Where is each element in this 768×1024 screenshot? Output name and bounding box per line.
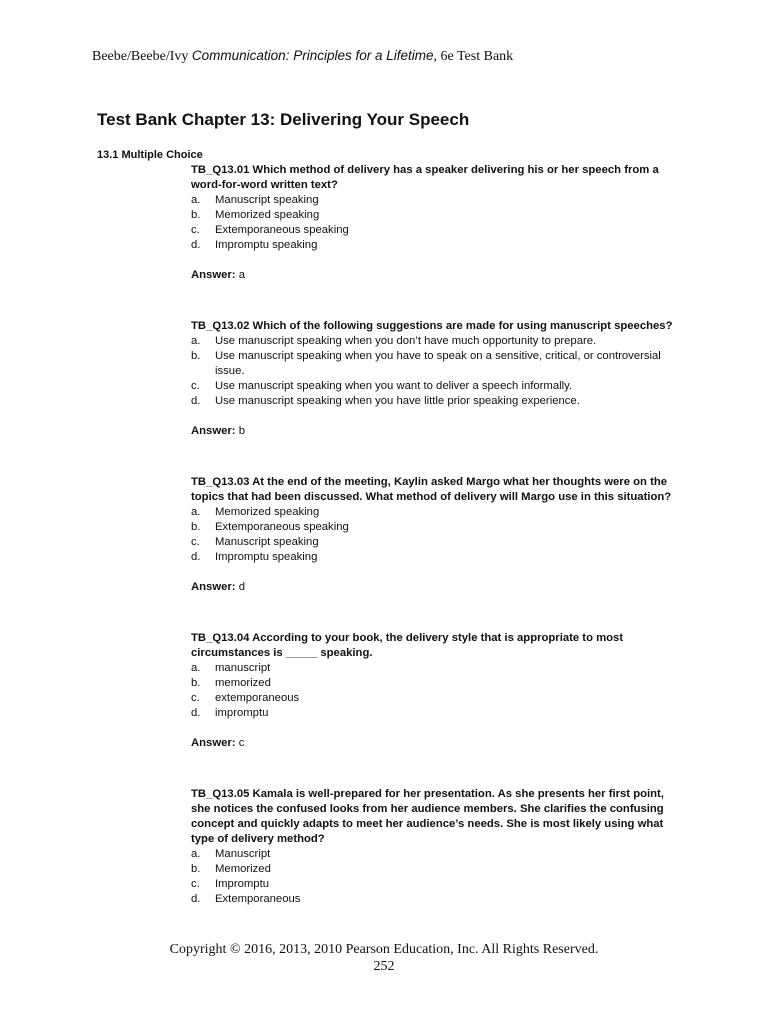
header-book-title: Communication: Principles for a Lifetime — [191, 48, 434, 63]
option-item — [191, 661, 681, 676]
option-text: Extemporaneous speaking — [215, 224, 349, 236]
question-block — [191, 163, 681, 319]
option-letter: c. — [191, 224, 200, 236]
option-letter: b. — [191, 350, 201, 362]
option-list — [191, 847, 681, 907]
option-text: impromptu — [215, 707, 269, 719]
question-spacer — [191, 595, 681, 631]
answer-label: Answer: — [191, 269, 236, 281]
option-item — [191, 394, 681, 409]
option-letter: c. — [191, 878, 200, 890]
option-list — [191, 334, 681, 409]
option-text: Extemporaneous — [215, 893, 301, 905]
option-letter: d. — [191, 239, 201, 251]
option-letter: c. — [191, 380, 200, 392]
option-text: Memorized — [215, 863, 271, 875]
option-text: Use manuscript speaking when you have to speak on a sensitive, critical, or controversial issue. — [215, 350, 661, 377]
option-letter: d. — [191, 707, 201, 719]
option-text: Manuscript speaking — [215, 536, 319, 548]
option-item — [191, 505, 681, 520]
option-text: Memorized speaking — [215, 506, 320, 518]
option-text: memorized — [215, 677, 271, 689]
option-letter: d. — [191, 551, 201, 563]
section-label: 13.1 Multiple Choice — [97, 149, 203, 161]
question-block — [191, 319, 681, 475]
question-block — [191, 475, 681, 631]
question-spacer — [191, 283, 681, 319]
answer-value: d — [238, 581, 246, 593]
chapter-title: Test Bank Chapter 13: Delivering Your Speech — [97, 110, 470, 129]
option-text: Extemporaneous speaking — [215, 521, 349, 533]
copyright-notice: Copyright © 2016, 2013, 2010 Pearson Education, Inc. All Rights Reserved. — [169, 942, 599, 957]
option-letter: c. — [191, 692, 200, 704]
option-item — [191, 847, 681, 862]
question-list — [191, 163, 681, 907]
option-item — [191, 892, 681, 907]
option-text: Impromptu speaking — [215, 239, 318, 251]
option-text: Manuscript — [215, 848, 271, 860]
answer-value: a — [238, 269, 246, 281]
option-item — [191, 877, 681, 892]
option-letter: a. — [191, 194, 201, 206]
option-text: manuscript — [215, 662, 271, 674]
option-list — [191, 661, 681, 721]
option-letter: b. — [191, 521, 201, 533]
question-stem: TB_Q13.01 Which method of delivery has a speaker delivering his or her speech from a word-for-word written text? — [191, 164, 659, 191]
answer-line — [191, 580, 681, 595]
option-letter: b. — [191, 863, 201, 875]
option-letter: d. — [191, 395, 201, 407]
header-suffix: , 6e Test Bank — [433, 49, 514, 64]
option-text: Impromptu — [215, 878, 269, 890]
option-item — [191, 379, 681, 394]
question-spacer — [191, 751, 681, 787]
option-letter: a. — [191, 848, 201, 860]
option-text: Manuscript speaking — [215, 194, 319, 206]
option-item — [191, 238, 681, 253]
option-letter: a. — [191, 506, 201, 518]
page-number: 252 — [373, 959, 395, 974]
answer-line — [191, 268, 681, 283]
option-text: Use manuscript speaking when you want to deliver a speech informally. — [215, 380, 573, 392]
option-letter: b. — [191, 677, 201, 689]
option-letter: a. — [191, 335, 201, 347]
option-text: Use manuscript speaking when you have little prior speaking experience. — [215, 395, 580, 407]
answer-label: Answer: — [191, 425, 236, 437]
question-block — [191, 787, 681, 907]
answer-line — [191, 736, 681, 751]
option-item — [191, 706, 681, 721]
question-spacer — [191, 439, 681, 475]
option-item — [191, 349, 681, 379]
question-stem: TB_Q13.05 Kamala is well-prepared for her presentation. As she presents her first point, she notices the confused looks from her audience members. She clarifies the confusing concept and quickly adapts to meet her audience’s needs. She is most likely using what type of delivery method? — [191, 788, 664, 845]
page-footer — [0, 941, 768, 975]
option-item — [191, 550, 681, 565]
header-authors: Beebe/Beebe/Ivy — [92, 49, 192, 64]
option-item — [191, 535, 681, 550]
option-text: Impromptu speaking — [215, 551, 318, 563]
answer-label: Answer: — [191, 581, 236, 593]
option-item — [191, 208, 681, 223]
option-text: Use manuscript speaking when you don’t have much opportunity to prepare. — [215, 335, 597, 347]
option-letter: b. — [191, 209, 201, 221]
question-stem: TB_Q13.02 Which of the following suggestions are made for using manuscript speeches? — [191, 320, 673, 332]
option-text: extemporaneous — [215, 692, 300, 704]
option-item — [191, 193, 681, 208]
answer-value: c — [238, 737, 245, 749]
option-item — [191, 862, 681, 877]
option-item — [191, 676, 681, 691]
question-block — [191, 631, 681, 787]
option-letter: c. — [191, 536, 200, 548]
answer-value: b — [238, 425, 246, 437]
option-item — [191, 520, 681, 535]
option-letter: a. — [191, 662, 201, 674]
running-header — [92, 48, 513, 65]
option-text: Memorized speaking — [215, 209, 320, 221]
option-item — [191, 691, 681, 706]
option-letter: d. — [191, 893, 201, 905]
option-list — [191, 193, 681, 253]
option-item — [191, 223, 681, 238]
question-stem: TB_Q13.04 According to your book, the delivery style that is appropriate to most circumstances is _____ speaking. — [191, 632, 624, 659]
answer-line — [191, 424, 681, 439]
question-stem: TB_Q13.03 At the end of the meeting, Kaylin asked Margo what her thoughts were on the topics that had been discussed. What method of delivery will Margo use in this situation? — [191, 476, 672, 503]
answer-label: Answer: — [191, 737, 236, 749]
option-item — [191, 334, 681, 349]
option-list — [191, 505, 681, 565]
